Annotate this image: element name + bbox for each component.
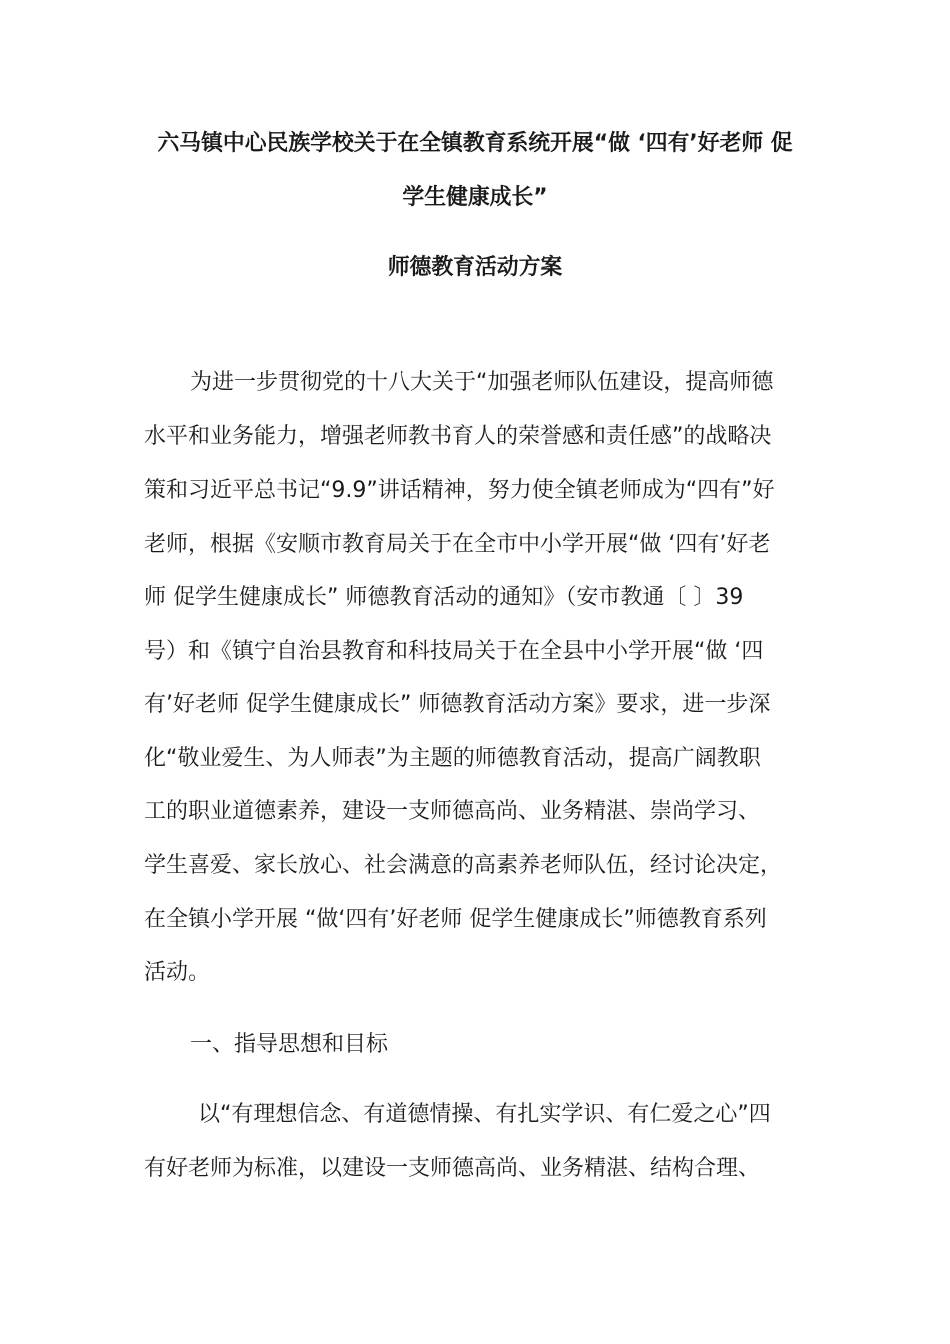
intro-paragraph-line: 师 促学生健康成长” 师德教育活动的通知》（安市教通〔 〕39	[144, 585, 744, 610]
document-title-line-1: 六马镇中心民族学校关于在全镇教育系统开展“做 ‘四有’好老师 促	[157, 131, 793, 156]
document-title-line-2: 学生健康成长”	[402, 185, 548, 210]
intro-paragraph-line: 有’好老师 促学生健康成长” 师德教育活动方案》要求，进一步深	[144, 692, 771, 717]
intro-paragraph-line: 老师，根据《安顺市教育局关于在全市中小学开展“做 ‘四有’好老	[144, 532, 771, 557]
intro-paragraph-line: 在全镇小学开展 “做‘四有’好老师 促学生健康成长”师德教育系列	[144, 907, 767, 932]
intro-paragraph-line: 工的职业道德素养，建设一支师德高尚、业务精湛、崇尚学习、	[144, 799, 761, 824]
intro-paragraph-line: 化“敬业爱生、为人师表”为主题的师德教育活动，提高广阔教职	[144, 746, 761, 771]
intro-paragraph-line: 学生喜爱、家长放心、社会满意的高素养老师队伍，经讨论决定，	[144, 853, 783, 878]
intro-paragraph-line: 水平和业务能力，增强老师教书育人的荣誉感和责任感”的战略决	[144, 424, 772, 449]
intro-paragraph-line: 活动。	[144, 960, 211, 985]
intro-paragraph-line: 策和习近平总书记“9.9”讲话精神，努力使全镇老师成为“四有”好	[144, 478, 775, 503]
document-subtitle: 师德教育活动方案	[387, 255, 563, 280]
intro-paragraph-line: 为进一步贯彻党的十八大关于“加强老师队伍建设，提高师德	[190, 370, 774, 395]
section-paragraph-line: 有好老师为标准，以建设一支师德高尚、业务精湛、结构合理、	[144, 1156, 761, 1181]
section-heading: 一、指导思想和目标	[190, 1032, 389, 1057]
section-paragraph-line: 以“有理想信念、有道德情操、有扎实学识、有仁爱之心”四	[198, 1102, 771, 1127]
intro-paragraph-line: 号）和《镇宁自治县教育和科技局关于在全县中小学开展“做 ‘四	[144, 639, 764, 664]
